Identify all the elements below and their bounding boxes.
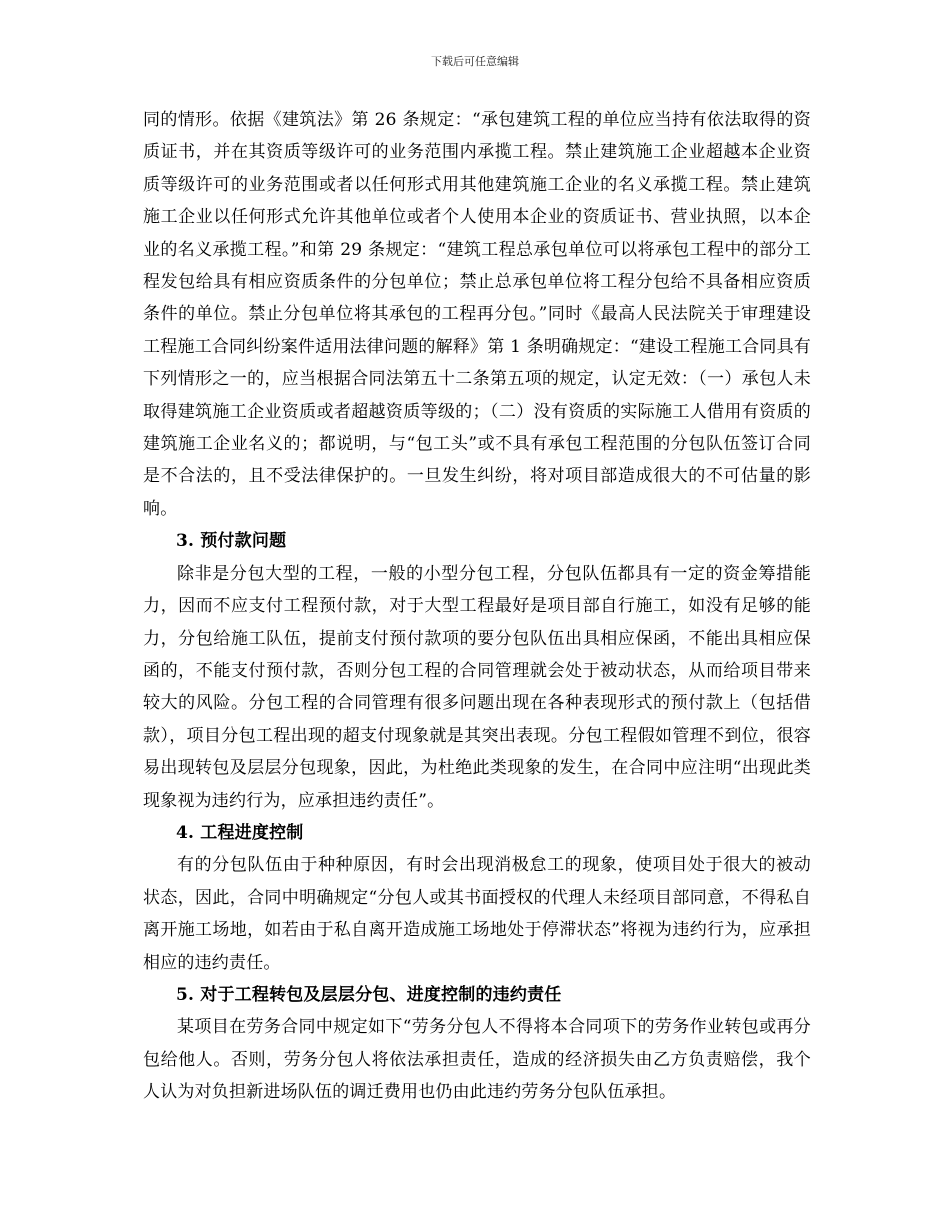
paragraph-breach-liability: 某项目在劳务合同中规定如下“劳务分包人不得将本合同项下的劳务作业转包或再分包给他人。否则，劳务分包人将依法承担责任，造成的经济损失由乙方负责赔偿，我个人认为对负担新进场队伍的调迁费用也仍由此违约劳务分包队伍承担。 [143, 1017, 811, 1103]
section-heading-advance-payment: 3. 预付款问题 [176, 531, 287, 552]
page-header: 下载后可任意编辑 [431, 55, 519, 68]
paragraph-advance-payment: 除非是分包大型的工程，一般的小型分包工程，分包队伍都具有一定的资金筹措能力，因而不应支付工程预付款，对于大型工程最好是项目部自行施工，如没有足够的能力，分包给施工队伍，提前支付预付款项的要分包队伍出具相应保函，不能出具相应保函的，不能支付预付款，否则分包工程的合同管理就会处于被动状态，从而给项目带来较大的风险。分包工程的合同管理有很多问题出现在各种表现形式的预付款上（包括借款），项目分包工程出现的超支付现象就是其突出表现。分包工程假如管理不到位，很容易出现转包及层层分包现象，因此，为杜绝此类现象的发生，在合同中应注明“出现此类现象视为违约行为，应承担违约责任”。 [143, 563, 811, 811]
paragraph-qualification-law: 同的情形。依据《建筑法》第 26 条规定：“承包建筑工程的单位应当持有依法取得的资质证书，并在其资质等级许可的业务范围内承揽工程。禁止建筑施工企业超越本企业资质等级许可的业务范围或者以任何形式用其他建筑施工企业的名义承揽工程。禁止建筑施工企业以任何形式允许其他单位或者个人使用本企业的资质证书、营业执照，以本企业的名义承揽工程。”和第 29 条规定：“建筑工程总承包单位可以将承包工程中的部分工程发包给具有相应资质条件的分包单位；禁止总承包单位将工程分包给不具备相应资质条件的单位。禁止分包单位将其承包的工程再分包。”同时《最高人民法院关于审理建设工程施工合同纠纷案件适用法律问题的解释》第 1 条明确规定：“建设工程施工合同具有下列情形之一的，应当根据合同法第五十二条第五项的规定，认定无效：（一）承包人未取得建筑施工企业资质或者超越资质等级的；（二）没有资质的实际施工人借用有资质的建筑施工企业名义的；都说明，与“包工头”或不具有承包工程范围的分包队伍签订合同是不合法的，且不受法律保护的。一旦发生纠纷，将对项目部造成很大的不可估量的影响。 [143, 110, 811, 519]
section-heading-breach-liability: 5. 对于工程转包及层层分包、进度控制的违约责任 [176, 984, 562, 1005]
document-body [143, 104, 811, 1109]
section-heading-schedule-control: 4. 工程进度控制 [176, 822, 304, 843]
paragraph-schedule-control: 有的分包队伍由于种种原因，有时会出现消极怠工的现象，使项目处于很大的被动状态，因此，合同中明确规定“分包人或其书面授权的代理人未经项目部同意，不得私自离开施工场地，如若由于私自离开造成施工场地处于停滞状态”将视为违约行为，应承担相应的违约责任。 [143, 855, 811, 973]
